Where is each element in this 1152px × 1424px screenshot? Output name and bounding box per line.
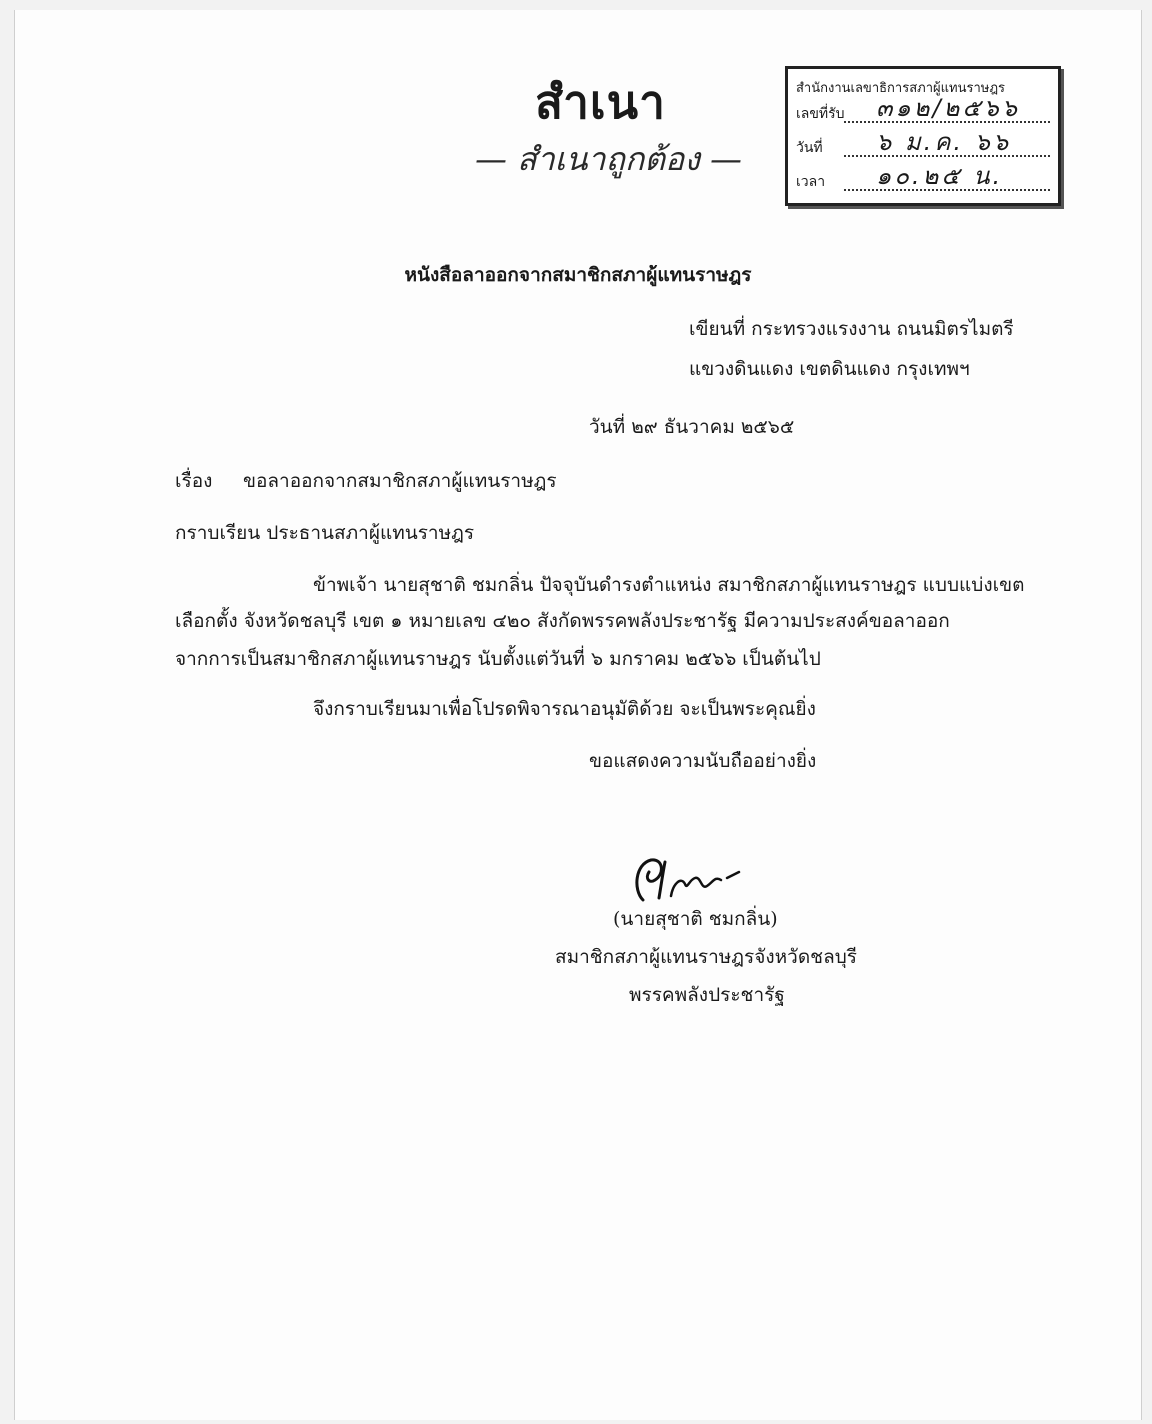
receipt-number-value: ๓๑๒/๒๕๖๖: [876, 94, 1020, 122]
subject-label: เรื่อง: [175, 470, 213, 492]
receipt-time-value: ๑๐.๒๕ น.: [876, 162, 1004, 190]
written-at-line-1: เขียนที่ กระทรวงแรงงาน ถนนมิตรไมตรี: [689, 318, 1014, 340]
signer-position: สมาชิกสภาผู้แทนราษฎรจังหวัดชลบุรี: [555, 946, 857, 968]
receipt-time-row: [796, 162, 1050, 195]
signer-party: พรรคพลังประชารัฐ: [629, 984, 785, 1006]
closing-line-1: จึงกราบเรียนมาเพื่อโปรดพิจารณาอนุมัติด้วย จะเป็นพระคุณยิ่ง: [313, 698, 816, 720]
document-page: [14, 10, 1142, 1420]
letter-title: หนังสือลาออกจากสมาชิกสภาผู้แทนราษฎร: [404, 264, 752, 286]
salutation: กราบเรียน ประธานสภาผู้แทนราษฎร: [175, 522, 475, 544]
closing-line-2: ขอแสดงความนับถืออย่างยิ่ง: [589, 750, 817, 772]
receipt-office: สำนักงานเลขาธิการสภาผู้แทนราษฎร: [796, 81, 1006, 96]
written-at-line-2: แขวงดินแดง เขตดินแดง กรุงเทพฯ: [689, 358, 970, 380]
receipt-date-value: ๖ ม.ค. ๖๖: [876, 128, 1012, 156]
copy-certified-handwriting: — สำเนาถูกต้อง —: [475, 140, 742, 178]
signer-name: (นายสุชาติ ชมกลิ่น): [613, 908, 778, 930]
body-line-1: ข้าพเจ้า นายสุชาติ ชมกลิ่น ปัจจุบันดำรงตำแหน่ง สมาชิกสภาผู้แทนราษฎร แบบแบ่งเขต: [313, 574, 1025, 596]
receipt-date-label: วันที่: [796, 140, 823, 156]
handwritten-signature: [615, 850, 765, 910]
letter-date: วันที่ ๒๙ ธันวาคม ๒๕๖๕: [589, 416, 795, 438]
copy-label: สำเนา: [535, 75, 666, 129]
receipt-number-label: เลขที่รับ: [796, 106, 845, 122]
receipt-stamp: [785, 66, 1061, 206]
body-line-2: เลือกตั้ง จังหวัดชลบุรี เขต ๑ หมายเลข ๔๒๐ สังกัดพรรคพลังประชารัฐ มีความประสงค์ขอลาออก: [175, 610, 950, 632]
body-line-3: จากการเป็นสมาชิกสภาผู้แทนราษฎร นับตั้งแต่วันที่ ๖ มกราคม ๒๕๖๖ เป็นต้นไป: [175, 648, 821, 670]
subject-text: ขอลาออกจากสมาชิกสภาผู้แทนราษฎร: [243, 470, 557, 492]
receipt-time-label: เวลา: [796, 174, 826, 190]
